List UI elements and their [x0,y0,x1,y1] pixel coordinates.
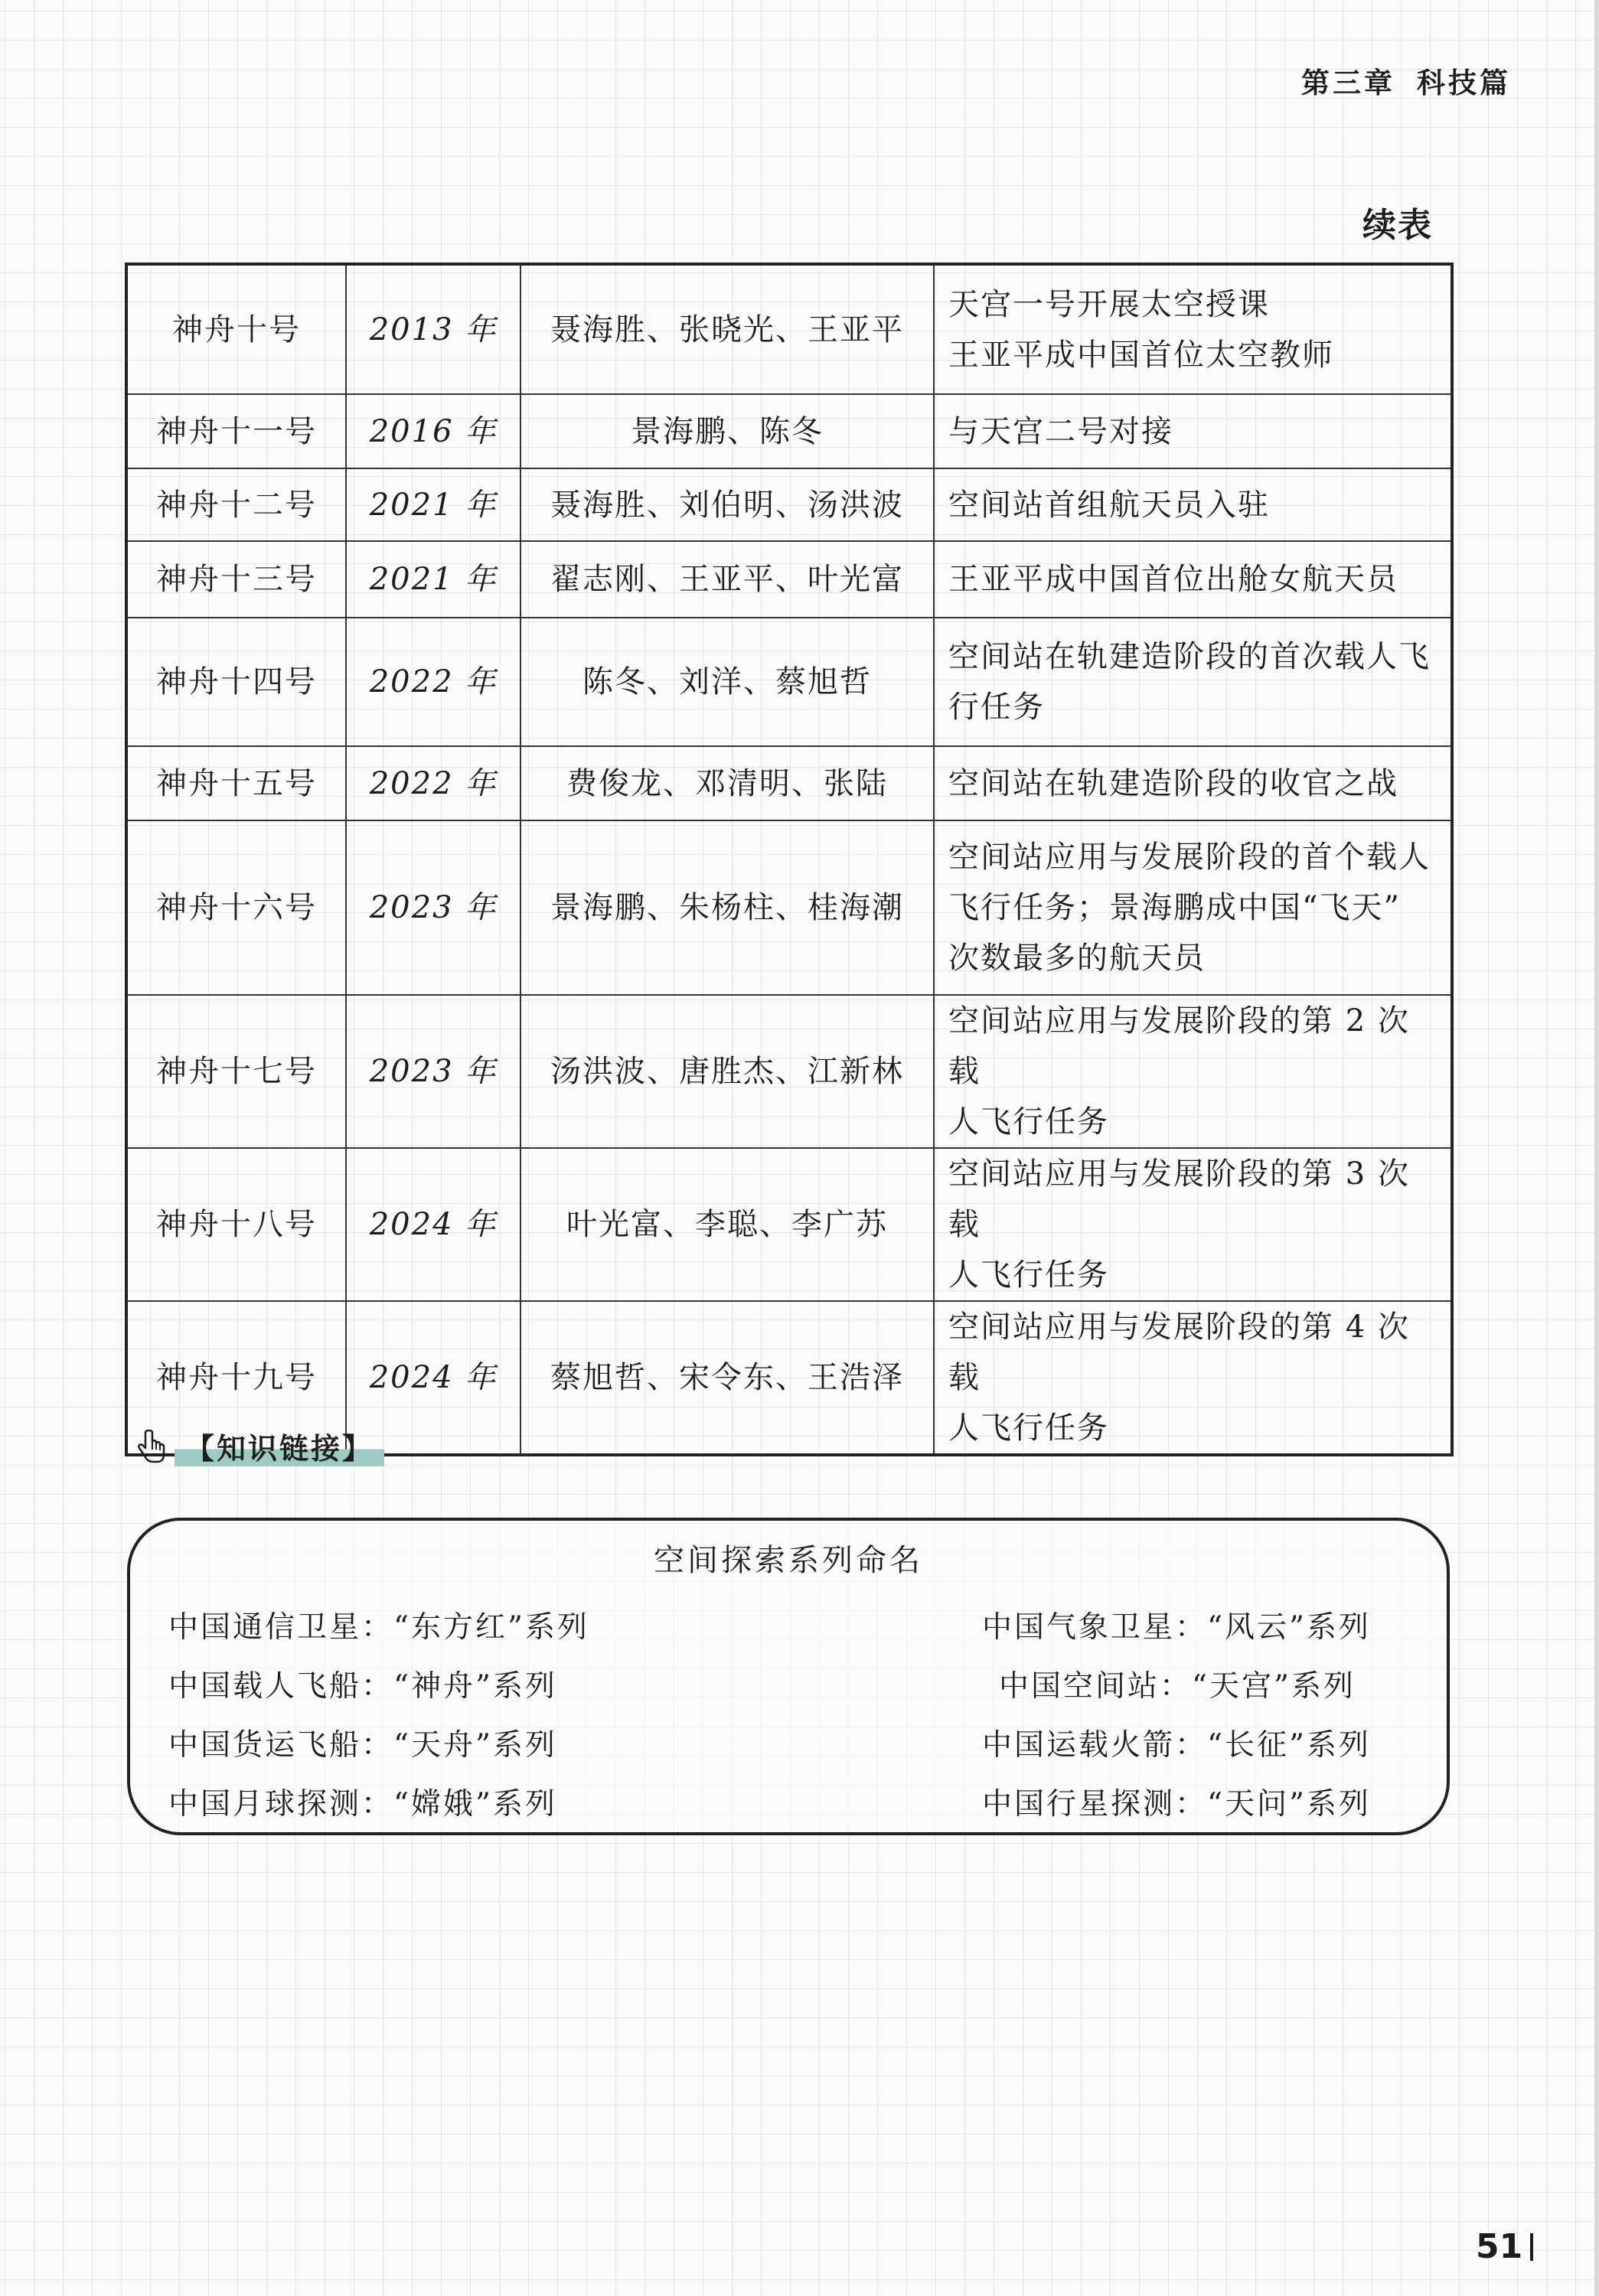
naming-item: 中国运载火箭：“长征”系列 [982,1728,1371,1763]
mission-name: 神舟十八号 [126,1148,346,1301]
mission-crew: 汤洪波、唐胜杰、江新林 [520,995,934,1148]
table-row [126,618,1452,746]
note-line: 人飞行任务 [948,1257,1109,1293]
mission-name: 神舟十六号 [126,820,346,995]
mission-name: 神舟十三号 [126,541,346,618]
note-line: 次数最多的航天员 [948,941,1206,976]
table-row [126,264,1452,394]
mission-note [934,995,1452,1148]
mission-note [934,468,1452,541]
note-line: 与天宫二号对接 [948,413,1173,449]
mission-note [934,618,1452,746]
mission-crew: 聂海胜、刘伯明、汤洪波 [520,468,934,541]
table-row [126,1148,1452,1301]
page-edge [1594,0,1599,2296]
pointing-hand-icon [135,1430,167,1465]
mission-year: 2021 年 [346,468,520,541]
note-line: 空间站在轨建造阶段的首次载人飞 [948,639,1431,674]
mission-year: 2022 年 [346,746,520,820]
space-naming-box [127,1518,1450,1835]
mission-name: 神舟十九号 [126,1301,346,1455]
mission-crew: 费俊龙、邓清明、张陆 [520,746,934,820]
note-line: 空间站应用与发展阶段的首个载人 [948,840,1431,875]
table-row [126,394,1452,468]
note-line: 天宫一号开展太空授课 [948,286,1270,322]
naming-item: 中国月球探测：“嫦娥”系列 [168,1787,557,1821]
mission-name: 神舟十七号 [126,995,346,1148]
note-line: 空间站首组航天员入驻 [948,487,1270,523]
note-line: 飞行任务；景海鹏成中国“飞天” [948,890,1401,925]
note-line: 人飞行任务 [948,1104,1109,1140]
note-line: 空间站在轨建造阶段的收官之战 [948,765,1398,801]
mission-crew: 叶光富、李聪、李广苏 [520,1148,934,1301]
note-line: 空间站应用与发展阶段的第 2 次载 [948,1003,1410,1089]
table-row [126,541,1452,618]
note-line: 行任务 [948,690,1045,725]
chapter-header [1301,60,1511,101]
page-number-value: 51 [1476,2227,1523,2266]
table-row [126,995,1452,1148]
table-row [126,468,1452,541]
mission-name: 神舟十四号 [126,618,346,746]
mission-year: 2023 年 [346,820,520,995]
mission-year: 2021 年 [346,541,520,618]
naming-item: 中国行星探测：“天问”系列 [982,1787,1371,1821]
note-line: 人飞行任务 [948,1411,1109,1446]
mission-note [934,1148,1452,1301]
mission-note [934,746,1452,820]
knowledge-link-label: 【知识链接】 [175,1424,384,1470]
chapter-label: 第三章 [1301,66,1395,99]
mission-crew: 蔡旭哲、宋令东、王浩泽 [520,1301,934,1455]
knowledge-link-heading [135,1424,384,1470]
table-row [126,820,1452,995]
mission-year: 2023 年 [346,995,520,1148]
table-row [126,746,1452,820]
page-number-bar [1530,2233,1533,2261]
mission-name: 神舟十一号 [126,394,346,468]
mission-note [934,820,1452,995]
naming-item: 中国通信卫星：“东方红”系列 [168,1610,589,1645]
page-number [1476,2227,1533,2266]
mission-note [934,1301,1452,1455]
note-line: 空间站应用与发展阶段的第 4 次载 [948,1309,1410,1395]
naming-item: 中国空间站：“天宫”系列 [999,1669,1356,1704]
table-caption: 续表 [1362,206,1433,245]
mission-crew: 陈冬、刘洋、蔡旭哲 [520,618,934,746]
section-label: 科技篇 [1417,66,1511,99]
mission-note [934,541,1452,618]
naming-item: 中国载人飞船：“神舟”系列 [168,1669,557,1704]
mission-year: 2013 年 [346,264,520,394]
mission-crew: 翟志刚、王亚平、叶光富 [520,541,934,618]
mission-note [934,264,1452,394]
note-line: 空间站应用与发展阶段的第 3 次载 [948,1156,1410,1242]
mission-crew: 景海鹏、陈冬 [520,394,934,468]
mission-name: 神舟十五号 [126,746,346,820]
naming-item: 中国货运飞船：“天舟”系列 [168,1728,557,1763]
mission-name: 神舟十号 [126,264,346,394]
mission-year: 2024 年 [346,1301,520,1455]
mission-note [934,394,1452,468]
note-line: 王亚平成中国首位出舱女航天员 [948,562,1398,597]
mission-year: 2022 年 [346,618,520,746]
shenzhou-missions-table [125,263,1454,1456]
note-line: 王亚平成中国首位太空教师 [948,337,1334,373]
mission-crew: 聂海胜、张晓光、王亚平 [520,264,934,394]
mission-year: 2024 年 [346,1148,520,1301]
naming-box-title: 空间探索系列命名 [654,1543,923,1578]
mission-name: 神舟十二号 [126,468,346,541]
mission-year: 2016 年 [346,394,520,468]
mission-crew: 景海鹏、朱杨柱、桂海潮 [520,820,934,995]
naming-item: 中国气象卫星：“风云”系列 [982,1610,1371,1645]
